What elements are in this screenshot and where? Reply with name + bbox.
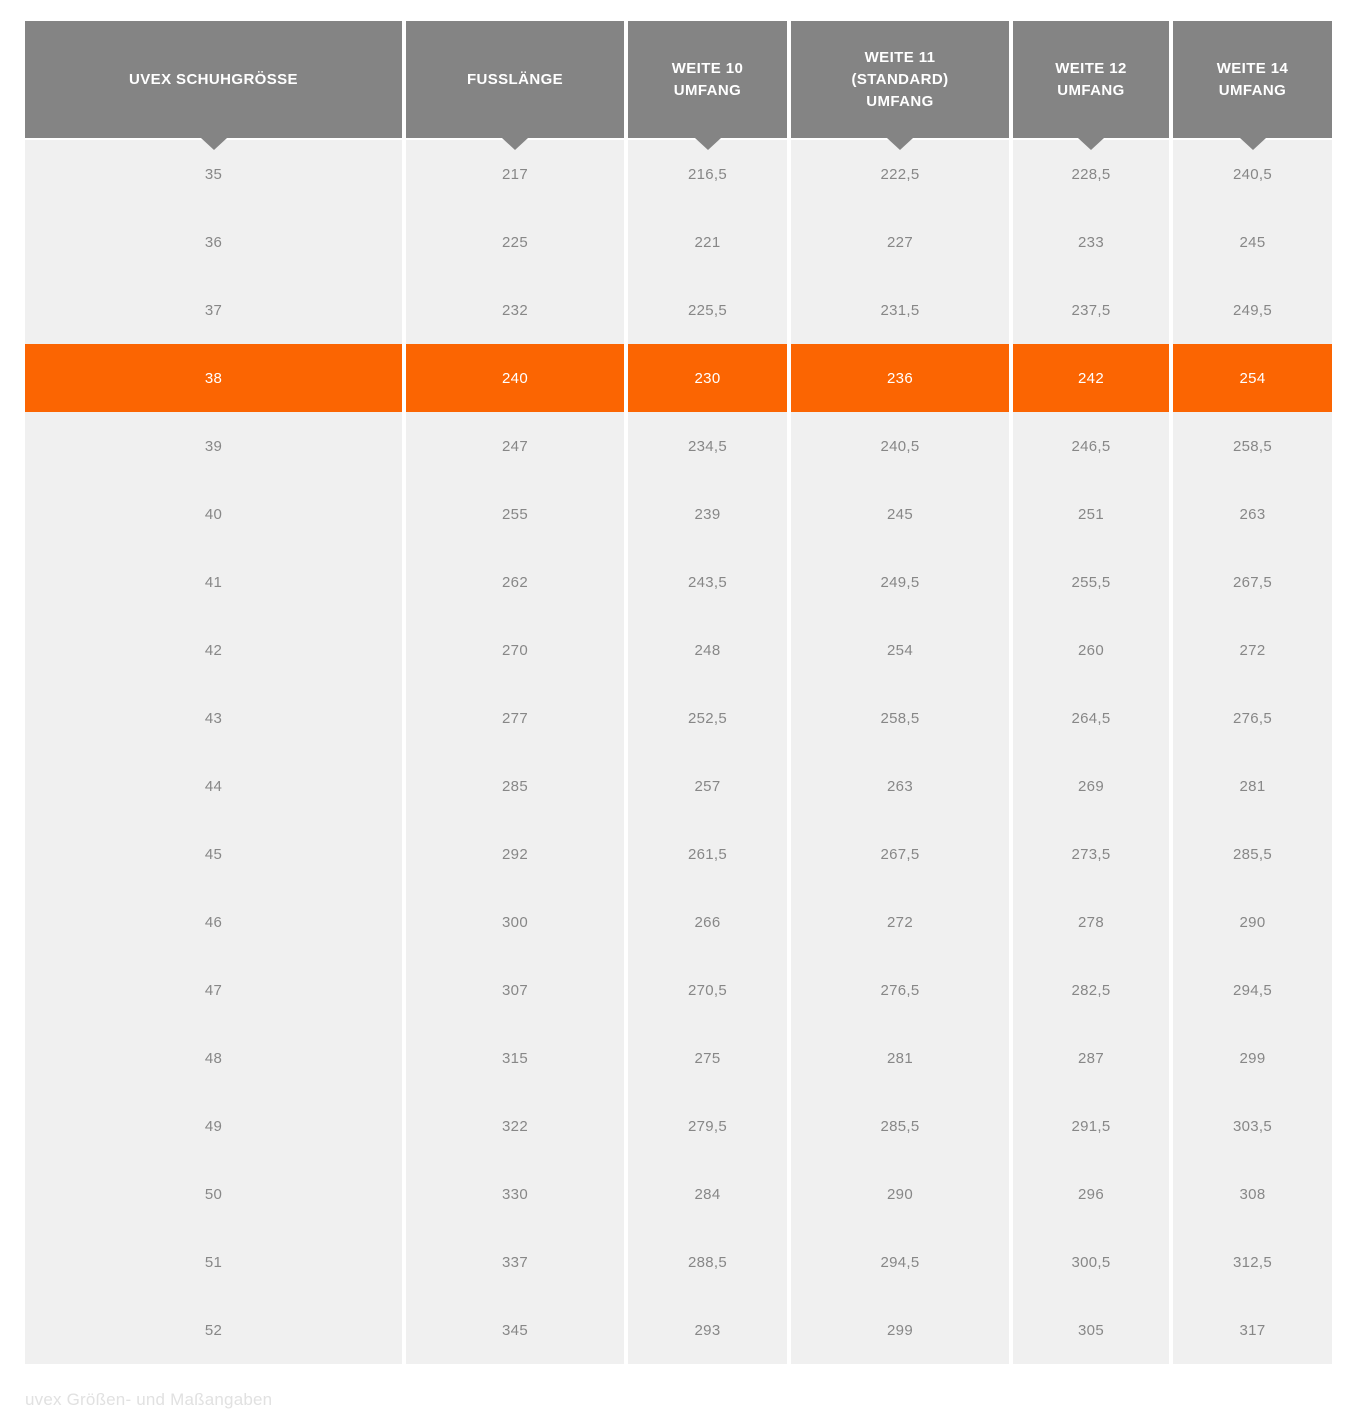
table-cell[interactable]: 42 (25, 616, 402, 684)
header-label-line: UVEX SCHUHGRÖSSE (129, 70, 298, 88)
table-cell[interactable]: 35 (25, 140, 402, 208)
table-cell[interactable]: 258,5 (791, 684, 1009, 752)
table-caption: uvex Größen- und Maßangaben (25, 1390, 273, 1409)
table-cell[interactable]: 45 (25, 820, 402, 888)
table-cell[interactable]: 300 (406, 888, 624, 956)
header-cell-weite-10-umfang (628, 21, 787, 138)
table-cell[interactable]: 260 (1013, 616, 1169, 684)
table-cell[interactable]: 44 (25, 752, 402, 820)
header-pointer-triangle-icon (1078, 138, 1104, 150)
table-cell[interactable]: 249,5 (791, 548, 1009, 616)
header-pointer-triangle-icon (502, 138, 528, 150)
table-cell[interactable]: 52 (25, 1296, 402, 1364)
table-cell[interactable]: 266 (628, 888, 787, 956)
table-cell[interactable]: 240 (406, 344, 624, 412)
table-body (25, 140, 1332, 1364)
table-cell[interactable]: 221 (628, 208, 787, 276)
table-cell[interactable]: 308 (1173, 1160, 1332, 1228)
table-cell[interactable]: 245 (791, 480, 1009, 548)
table-cell[interactable]: 293 (628, 1296, 787, 1364)
table-cell[interactable]: 236 (791, 344, 1009, 412)
table-cell[interactable]: 276,5 (791, 956, 1009, 1024)
table-cell[interactable]: 294,5 (791, 1228, 1009, 1296)
table-cell[interactable]: 255,5 (1013, 548, 1169, 616)
table-cell[interactable]: 243,5 (628, 548, 787, 616)
table-cell[interactable]: 315 (406, 1024, 624, 1092)
table-cell[interactable]: 258,5 (1173, 412, 1332, 480)
table-cell[interactable]: 49 (25, 1092, 402, 1160)
header-cell-uvex-schuhgroesse (25, 21, 402, 138)
table-cell[interactable]: 217 (406, 140, 624, 208)
table-cell[interactable]: 263 (791, 752, 1009, 820)
table-cell[interactable]: 264,5 (1013, 684, 1169, 752)
table-cell[interactable]: 222,5 (791, 140, 1009, 208)
table-cell[interactable]: 225,5 (628, 276, 787, 344)
header-label-line: WEITE 11 (864, 48, 936, 66)
table-cell[interactable]: 249,5 (1173, 276, 1332, 344)
table-cell[interactable]: 245 (1173, 208, 1332, 276)
table-cell[interactable]: 291,5 (1013, 1092, 1169, 1160)
table-cell[interactable]: 237,5 (1013, 276, 1169, 344)
table-cell[interactable]: 275 (628, 1024, 787, 1092)
size-table (25, 21, 1332, 1410)
table-cell[interactable]: 37 (25, 276, 402, 344)
table-cell[interactable]: 262 (406, 548, 624, 616)
table-cell[interactable]: 242 (1013, 344, 1169, 412)
table-cell[interactable]: 300,5 (1013, 1228, 1169, 1296)
header-label-line: WEITE 10 (671, 59, 744, 77)
table-cell[interactable]: 296 (1013, 1160, 1169, 1228)
table-cell[interactable]: 233 (1013, 208, 1169, 276)
header-cell-fusslaenge (406, 21, 624, 138)
table-cell[interactable]: 290 (791, 1160, 1009, 1228)
table-cell[interactable]: 246,5 (1013, 412, 1169, 480)
table-cell[interactable]: 292 (406, 820, 624, 888)
table-cell[interactable]: 216,5 (628, 140, 787, 208)
header-label-line: UMFANG (1218, 81, 1287, 99)
header-label-line: WEITE 14 (1216, 59, 1289, 77)
table-cell[interactable]: 240,5 (791, 412, 1009, 480)
table-cell[interactable]: 267,5 (1173, 548, 1332, 616)
table-cell[interactable]: 279,5 (628, 1092, 787, 1160)
table-cell[interactable]: 278 (1013, 888, 1169, 956)
table-cell[interactable]: 305 (1013, 1296, 1169, 1364)
table-cell[interactable]: 270,5 (628, 956, 787, 1024)
table-cell[interactable]: 317 (1173, 1296, 1332, 1364)
table-cell[interactable]: 281 (791, 1024, 1009, 1092)
table-cell[interactable]: 255 (406, 480, 624, 548)
table-cell[interactable]: 232 (406, 276, 624, 344)
table-cell[interactable]: 231,5 (791, 276, 1009, 344)
header-label-line: UMFANG (1057, 81, 1125, 99)
table-cell[interactable]: 284 (628, 1160, 787, 1228)
table-cell[interactable]: 263 (1173, 480, 1332, 548)
table-cell[interactable]: 41 (25, 548, 402, 616)
table-cell[interactable]: 239 (628, 480, 787, 548)
header-cell-weite-11-standard-umfang (791, 21, 1009, 138)
table-cell[interactable]: 282,5 (1013, 956, 1169, 1024)
table-cell[interactable]: 345 (406, 1296, 624, 1364)
table-cell[interactable]: 248 (628, 616, 787, 684)
header-label-line: FUSSLÄNGE (466, 70, 564, 88)
table-cell[interactable]: 270 (406, 616, 624, 684)
table-cell[interactable]: 40 (25, 480, 402, 548)
header-label-line: UMFANG (866, 92, 934, 110)
table-cell[interactable]: 285,5 (1173, 820, 1332, 888)
table-cell[interactable]: 303,5 (1173, 1092, 1332, 1160)
table-cell[interactable]: 254 (791, 616, 1009, 684)
table-cell[interactable]: 337 (406, 1228, 624, 1296)
table-cell[interactable]: 299 (1173, 1024, 1332, 1092)
table-cell[interactable]: 46 (25, 888, 402, 956)
table-header-row (25, 21, 1332, 138)
table-cell[interactable]: 47 (25, 956, 402, 1024)
table-cell[interactable]: 261,5 (628, 820, 787, 888)
header-pointer-triangle-icon (887, 138, 913, 150)
table-cell[interactable]: 273,5 (1013, 820, 1169, 888)
table-cell[interactable]: 227 (791, 208, 1009, 276)
table-cell[interactable]: 51 (25, 1228, 402, 1296)
header-label-line: WEITE 12 (1055, 59, 1127, 77)
table-cell[interactable]: 43 (25, 684, 402, 752)
header-pointer-triangle-icon (695, 138, 721, 150)
header-pointer-triangle-icon (1240, 138, 1266, 150)
table-cell[interactable]: 36 (25, 208, 402, 276)
header-pointer-triangle-icon (201, 138, 227, 150)
table-cell[interactable]: 38 (25, 344, 402, 412)
table-cell[interactable]: 251 (1013, 480, 1169, 548)
table-cell[interactable]: 272 (791, 888, 1009, 956)
table-cell[interactable]: 228,5 (1013, 140, 1169, 208)
table-cell[interactable]: 290 (1173, 888, 1332, 956)
header-label-line: UMFANG (673, 81, 742, 99)
table-cell[interactable]: 330 (406, 1160, 624, 1228)
table-cell[interactable]: 322 (406, 1092, 624, 1160)
table-cell[interactable]: 285,5 (791, 1092, 1009, 1160)
table-cell[interactable]: 281 (1173, 752, 1332, 820)
table-cell[interactable]: 287 (1013, 1024, 1169, 1092)
table-cell[interactable]: 252,5 (628, 684, 787, 752)
table-cell[interactable]: 254 (1173, 344, 1332, 412)
table-cell[interactable]: 225 (406, 208, 624, 276)
table-cell[interactable]: 277 (406, 684, 624, 752)
table-cell[interactable]: 307 (406, 956, 624, 1024)
table-cell[interactable]: 240,5 (1173, 140, 1332, 208)
table-cell[interactable]: 230 (628, 344, 787, 412)
table-cell[interactable]: 257 (628, 752, 787, 820)
table-cell[interactable]: 288,5 (628, 1228, 787, 1296)
table-cell[interactable]: 234,5 (628, 412, 787, 480)
table-cell[interactable]: 272 (1173, 616, 1332, 684)
header-cell-weite-12-umfang (1013, 21, 1169, 138)
table-cell[interactable]: 269 (1013, 752, 1169, 820)
table-cell[interactable]: 50 (25, 1160, 402, 1228)
table-cell[interactable]: 247 (406, 412, 624, 480)
table-cell[interactable]: 276,5 (1173, 684, 1332, 752)
table-cell[interactable]: 312,5 (1173, 1228, 1332, 1296)
table-cell[interactable]: 294,5 (1173, 956, 1332, 1024)
table-cell[interactable]: 48 (25, 1024, 402, 1092)
table-cell[interactable]: 285 (406, 752, 624, 820)
table-cell[interactable]: 267,5 (791, 820, 1009, 888)
header-label-line: (STANDARD) (851, 70, 949, 88)
table-cell[interactable]: 39 (25, 412, 402, 480)
table-cell[interactable]: 299 (791, 1296, 1009, 1364)
header-cell-weite-14-umfang (1173, 21, 1332, 138)
